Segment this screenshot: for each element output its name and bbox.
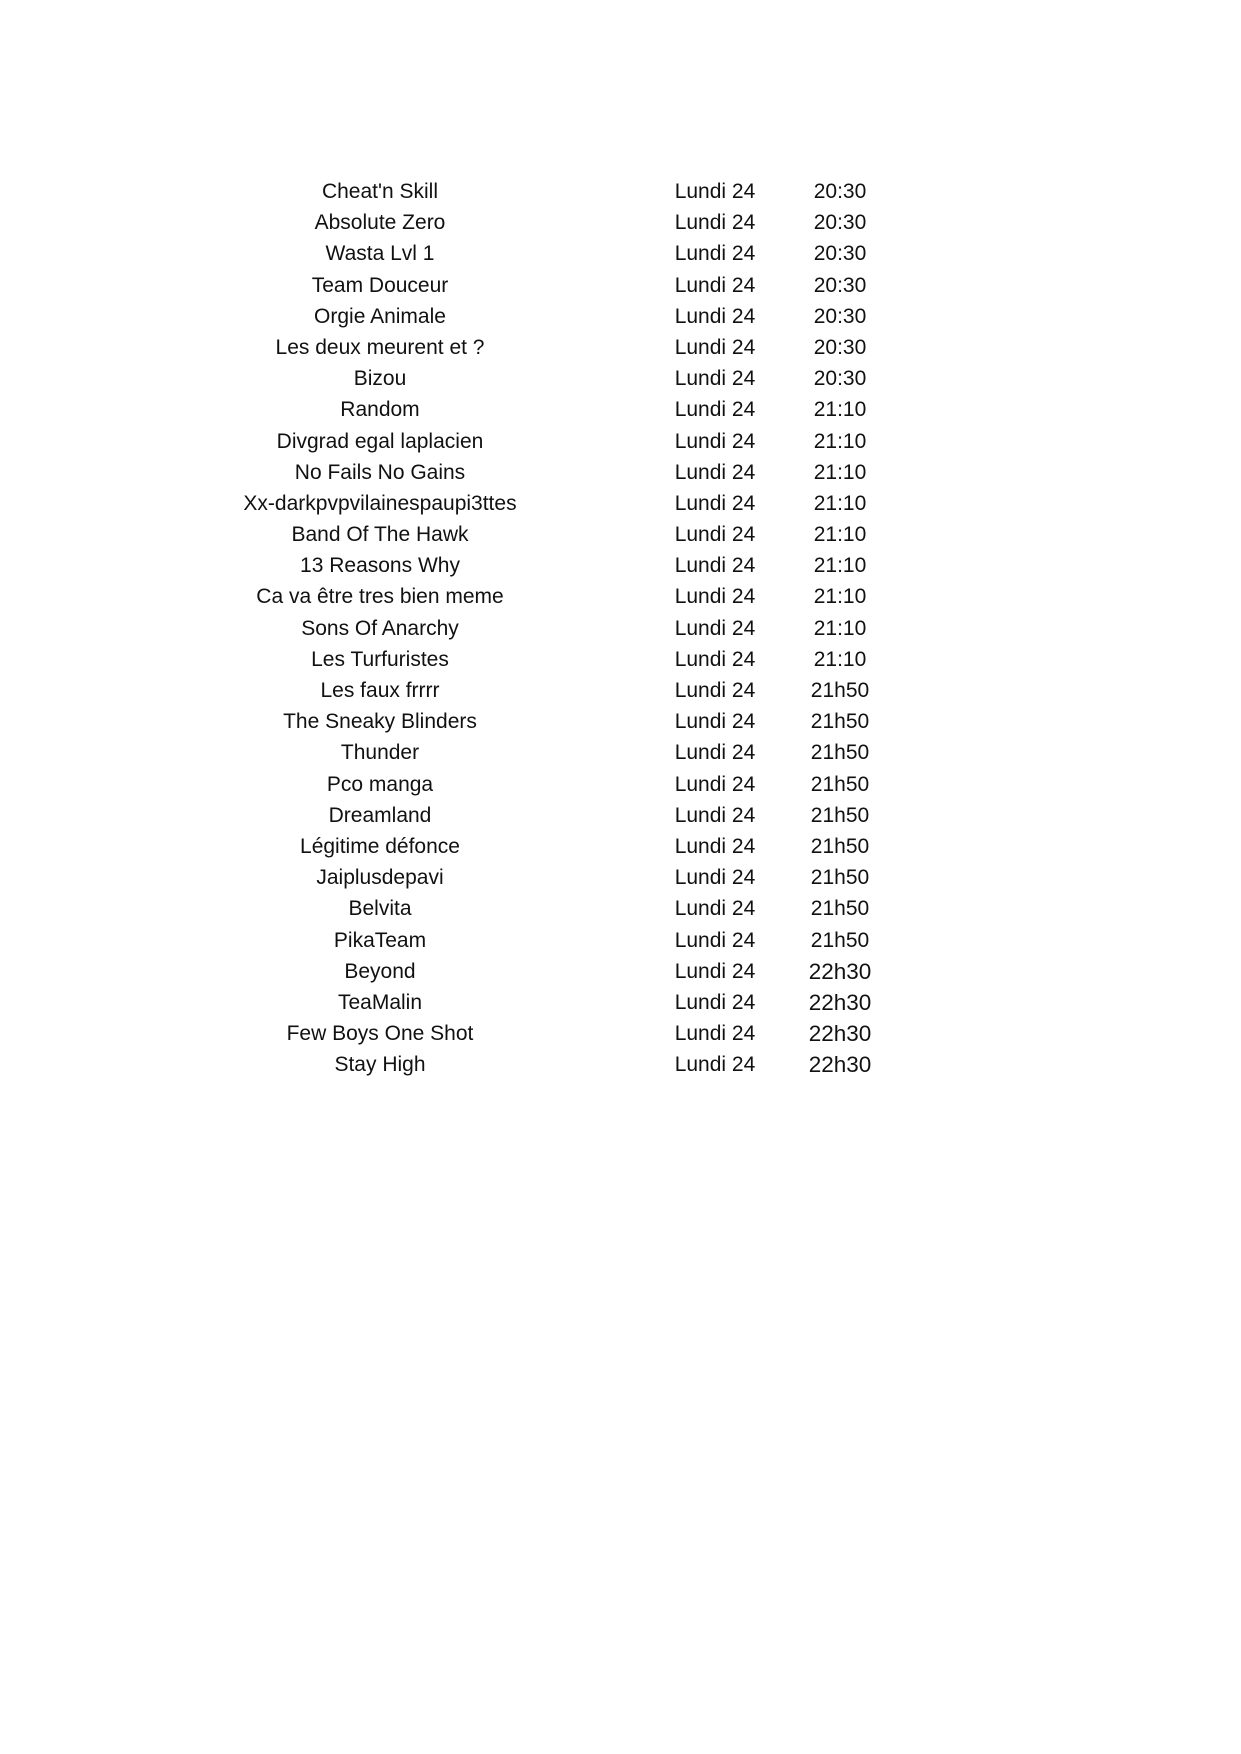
table-row [0,550,1241,581]
match-time: 20:30 [813,273,867,297]
table-row [0,207,1241,238]
team-name: Stay High [334,1053,426,1077]
match-time: 21h50 [810,772,870,796]
table-row [0,519,1241,550]
match-day: Lundi 24 [674,242,756,266]
team-name: Les deux meurent et ? [275,335,485,359]
match-time: 21h50 [810,866,870,890]
table-row [0,644,1241,675]
match-time: 21:10 [813,647,867,671]
match-day: Lundi 24 [674,1053,756,1077]
match-time: 21:10 [813,616,867,640]
match-day: Lundi 24 [674,990,756,1014]
table-row [0,1018,1241,1049]
match-day: Lundi 24 [674,460,756,484]
team-name: Orgie Animale [314,304,446,328]
match-day: Lundi 24 [674,273,756,297]
team-name: 13 Reasons Why [300,554,460,578]
team-name: Cheat'n Skill [321,180,439,203]
match-day: Lundi 24 [674,928,756,952]
match-day: Lundi 24 [674,803,756,827]
team-name: The Sneaky Blinders [283,710,477,734]
match-time: 21:10 [813,523,867,547]
schedule-table [0,176,1241,1080]
match-day: Lundi 24 [674,335,756,359]
table-row [0,363,1241,394]
match-day: Lundi 24 [674,741,756,765]
team-name: PikaTeam [333,928,427,952]
match-day: Lundi 24 [674,491,756,515]
table-row [0,488,1241,519]
team-name: Beyond [344,959,416,983]
team-name: Few Boys One Shot [286,1022,474,1046]
team-name: Xx-darkpvpvilainespaupi3ttes [243,491,517,515]
match-time: 22h30 [808,1052,872,1078]
match-time: 21:10 [813,491,867,515]
match-time: 21h50 [810,897,870,921]
match-time: 22h30 [808,989,872,1015]
team-name: Les faux frrrr [320,679,440,702]
match-day: Lundi 24 [674,1022,756,1046]
match-time: 21:10 [813,398,867,422]
table-row [0,332,1241,363]
table-row [0,675,1241,706]
table-row [0,925,1241,956]
table-row [0,987,1241,1018]
table-row [0,706,1241,737]
team-name: Pco manga [326,772,434,796]
match-day: Lundi 24 [674,959,756,983]
table-row [0,893,1241,924]
table-row [0,737,1241,768]
match-day: Lundi 24 [674,211,756,235]
match-day: Lundi 24 [674,585,756,609]
match-time: 20:30 [813,242,867,266]
team-name: Légitime défonce [300,834,460,858]
match-day: Lundi 24 [674,367,756,391]
match-time: 21h50 [810,803,870,827]
team-name: Les Turfuristes [311,647,449,671]
match-day: Lundi 24 [674,897,756,921]
match-day: Lundi 24 [674,429,756,453]
match-day: Lundi 24 [674,647,756,671]
team-name: Ca va être tres bien meme [256,585,504,609]
match-day: Lundi 24 [674,834,756,858]
match-time: 21h50 [810,928,870,952]
team-name: Thunder [340,741,420,765]
table-row [0,426,1241,457]
match-time: 22h30 [808,958,872,984]
team-name: Bizou [353,367,407,391]
team-name: Jaiplusdepavi [316,866,444,890]
match-day: Lundi 24 [674,679,756,702]
table-row [0,581,1241,612]
match-time: 21:10 [813,460,867,484]
table-row [0,831,1241,862]
match-time: 21h50 [810,834,870,858]
table-row [0,956,1241,987]
match-day: Lundi 24 [674,304,756,328]
match-day: Lundi 24 [674,772,756,796]
match-time: 21:10 [813,585,867,609]
table-row [0,301,1241,332]
match-day: Lundi 24 [674,616,756,640]
match-day: Lundi 24 [674,523,756,547]
match-time: 20:30 [813,211,867,235]
match-day: Lundi 24 [674,180,756,203]
match-day: Lundi 24 [674,554,756,578]
match-day: Lundi 24 [674,866,756,890]
table-row [0,176,1241,207]
table-row [0,270,1241,301]
match-time: 21:10 [813,554,867,578]
team-name: Divgrad egal laplacien [276,429,484,453]
table-row [0,457,1241,488]
team-name: Sons Of Anarchy [301,616,459,640]
team-name: Wasta Lvl 1 [325,242,435,266]
team-name: Random [340,398,420,422]
table-row [0,862,1241,893]
table-row [0,394,1241,425]
team-name: No Fails No Gains [294,460,466,484]
match-time: 21:10 [813,429,867,453]
match-day: Lundi 24 [674,398,756,422]
match-time: 20:30 [813,180,867,203]
table-row [0,769,1241,800]
table-row [0,238,1241,269]
table-row [0,613,1241,644]
match-time: 20:30 [813,335,867,359]
match-time: 21h50 [810,679,870,702]
team-name: Dreamland [328,803,432,827]
team-name: TeaMalin [337,990,423,1014]
match-time: 21h50 [810,710,870,734]
table-row [0,800,1241,831]
match-day: Lundi 24 [674,710,756,734]
match-time: 20:30 [813,304,867,328]
match-time: 20:30 [813,367,867,391]
team-name: Team Douceur [311,273,449,297]
team-name: Band Of The Hawk [291,523,469,547]
table-row [0,1049,1241,1080]
team-name: Belvita [348,897,412,921]
match-time: 22h30 [808,1021,872,1047]
match-time: 21h50 [810,741,870,765]
team-name: Absolute Zero [314,211,446,235]
